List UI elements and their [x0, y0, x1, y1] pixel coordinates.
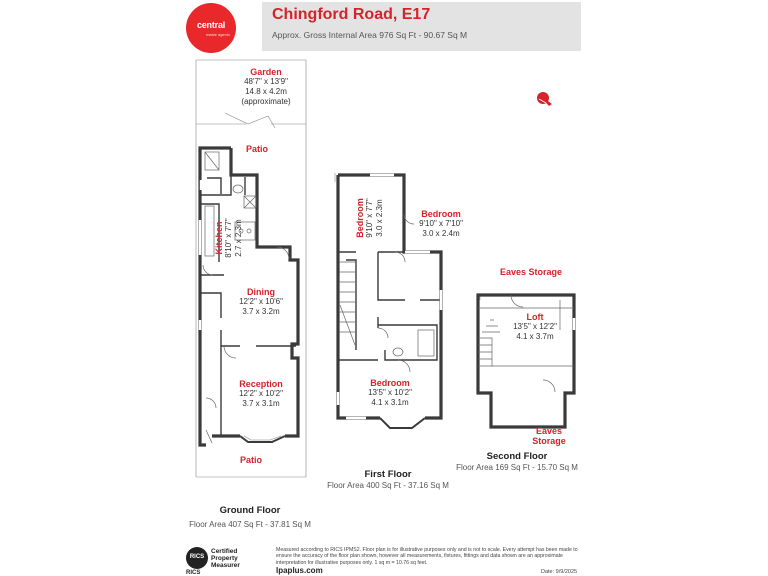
second-floor-name: Second Floor	[486, 451, 548, 462]
dining-label	[226, 287, 296, 317]
first-floor-area: Floor Area 400 Sq Ft - 37.16 Sq M	[327, 481, 449, 490]
dining-metric: 3.7 x 3.2m	[242, 307, 280, 316]
first-bay-window	[380, 418, 425, 428]
eaves-storage-top-label: Eaves Storage	[500, 267, 563, 277]
patio-bottom-label: Patio	[240, 455, 263, 465]
plan-date: Date: 9/9/2025	[541, 569, 578, 575]
logo-text: central	[196, 20, 226, 30]
garden-note: (approximate)	[241, 97, 291, 106]
second-floor-area: Floor Area 169 Sq Ft - 15.70 Sq M	[456, 463, 578, 472]
bedroom-front-label	[355, 378, 425, 408]
ground-floor-caption	[186, 505, 314, 530]
eaves-bottom-line2: Storage	[532, 436, 566, 446]
kitchen-metric: 2.7 x 2.3m	[234, 219, 243, 257]
ground-floor-name: Ground Floor	[219, 505, 281, 516]
kitchen-label	[214, 210, 244, 266]
garden-label	[226, 67, 306, 107]
patio-top-label: Patio	[246, 144, 269, 154]
gross-area-subtitle: Approx. Gross Internal Area 976 Sq Ft - 90.67 Sq M	[272, 30, 468, 40]
disclaimer: Measured according to RICS IPMS2. Floor plan is for illustrative purposes only and is not to scale. Every attempt has been made to ensure the accuracy of the floor plan shown, however all measurements, fixtures, fittings and data shown are an approximate interpretation for illustrative purposes only. 1 sq m = 10.76 sq feet.	[276, 547, 578, 566]
dining-imperial: 12'2" x 10'6"	[239, 297, 283, 306]
rics-logo	[186, 547, 208, 569]
certification-text: Certified Property Measurer	[211, 548, 240, 569]
rics-logo-text: RICS	[189, 554, 205, 560]
loft-name: Loft	[526, 312, 544, 322]
rics-badge-icon	[186, 547, 258, 575]
bedroom-mid-imperial: 9'10" x 7'10"	[419, 219, 463, 228]
eaves-bottom-line1: Eaves	[535, 426, 563, 436]
reception-name: Reception	[239, 379, 283, 389]
first-floor-name: First Floor	[364, 469, 412, 480]
page-title: Chingford Road, E17	[272, 6, 431, 23]
garden-metric: 14.8 x 4.2m	[245, 87, 287, 96]
website-link[interactable]: lpaplus.com	[276, 566, 323, 575]
bedroom-front-imperial: 13'5" x 10'2"	[368, 388, 412, 397]
logo-subtext: estate agents	[205, 32, 230, 37]
first-floor-caption	[324, 469, 452, 491]
kitchen-name: Kitchen	[214, 221, 224, 255]
reception-metric: 3.7 x 3.1m	[242, 399, 280, 408]
loft-imperial: 13'5" x 12'2"	[513, 322, 557, 331]
rics-label: RICS	[186, 570, 201, 576]
bedroom-mid-name: Bedroom	[421, 209, 461, 219]
bedroom-small-metric: 3.0 x 2.3m	[375, 199, 384, 237]
loft-label	[500, 312, 570, 342]
bedroom-mid-label	[408, 209, 474, 239]
garden-imperial: 48'7" x 13'9"	[244, 77, 288, 86]
bedroom-small-imperial: 9'10" x 7'7"	[365, 198, 374, 238]
loft-metric: 4.1 x 3.7m	[516, 332, 554, 341]
first-floor-inner	[338, 252, 440, 360]
bedroom-front-name: Bedroom	[370, 378, 410, 388]
second-floor-caption	[452, 451, 582, 473]
reception-imperial: 12'2" x 10'2"	[239, 389, 283, 398]
bedroom-small-label	[355, 190, 385, 246]
garden-gate	[225, 113, 275, 128]
garden-name: Garden	[250, 67, 282, 77]
bedroom-front-metric: 4.1 x 3.1m	[371, 398, 409, 407]
eaves-storage-bottom-label	[522, 426, 576, 446]
kitchen-imperial: 8'10" x 7'7"	[224, 218, 233, 258]
ground-floor-area: Floor Area 407 Sq Ft - 37.81 Sq M	[189, 520, 311, 529]
dining-name: Dining	[247, 287, 275, 297]
reception-label	[226, 379, 296, 409]
bedroom-mid-metric: 3.0 x 2.4m	[422, 229, 460, 238]
bedroom-small-name: Bedroom	[355, 198, 365, 238]
